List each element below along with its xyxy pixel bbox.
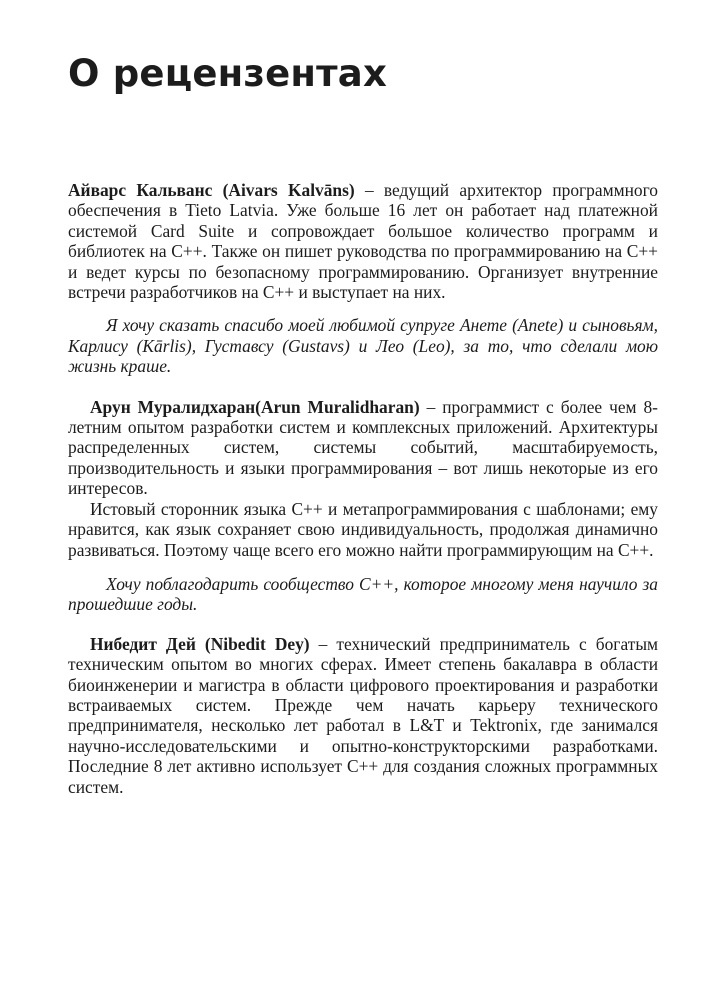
reviewer-3-bio-text: – технический предприниматель с богатым техническим опытом во многих сферах. Имеет степень бакалавра в области биоинженерии и магистра в области цифрового проектирования и разработки встраиваемых систем. Прежде чем начать карьеру технического предпринимателя, несколько лет работал в L&T и Tektronix, где занимался научно-исследовательскими и опытно-конструкторскими разработками. Последние 8 лет активно использует C++ для создания сложных программных систем. [68, 633, 659, 797]
reviewers-section [68, 180, 658, 797]
page-title: О рецензентах [68, 52, 388, 95]
reviewer-1-name: Айварс Кальванс (Aivars Kalvāns) [68, 180, 355, 200]
reviewer-2-bio-text: – программист с более чем 8-летним опытом разработки систем и комплексных приложений. Архитектуры распределенных систем, системы событий, масштабируемость, производительность и языки программирования – вот лишь некоторые из его интересов. [68, 396, 658, 499]
reviewer-3-bio [68, 634, 658, 797]
reviewer-2-bio [68, 397, 658, 499]
reviewer-2-bio-continued: Истовый сторонник языка C++ и метапрограммирования с шаблонами; ему нравится, как язык сохраняет свою индивидуальность, продолжая динамично развиваться. Поэтому чаще всего его можно найти программирующим на C++. [68, 498, 658, 560]
reviewer-3-name: Нибедит Дей (Nibedit Dey) [90, 633, 310, 654]
reviewer-2-name: Арун Муралидхаран(Arun Muralidharan) [90, 396, 420, 417]
reviewer-2-thanks: Хочу поблагодарить сообщество C++, которое многому меня научило за прошедшие годы. [68, 573, 658, 615]
reviewer-1-bio [68, 180, 658, 302]
reviewer-1-bio-text: – ведущий архитектор программного обеспечения в Tieto Latvia. Уже больше 16 лет он работает над платежной системой Card Suite и сопровождает большое количество программ и библиотек на C++. Также он пишет руководства по программированию на C++ и ведет курсы по безопасному программированию. Организует внутренние встречи разработчиков на C++ и выступает на них. [68, 180, 658, 303]
reviewer-1-thanks: Я хочу сказать спасибо моей любимой супруге Анете (Anete) и сыновьям, Карлису (Kārlis), Густавсу (Gustavs) и Лео (Leo), за то, что сделали мою жизнь краше. [68, 315, 658, 377]
